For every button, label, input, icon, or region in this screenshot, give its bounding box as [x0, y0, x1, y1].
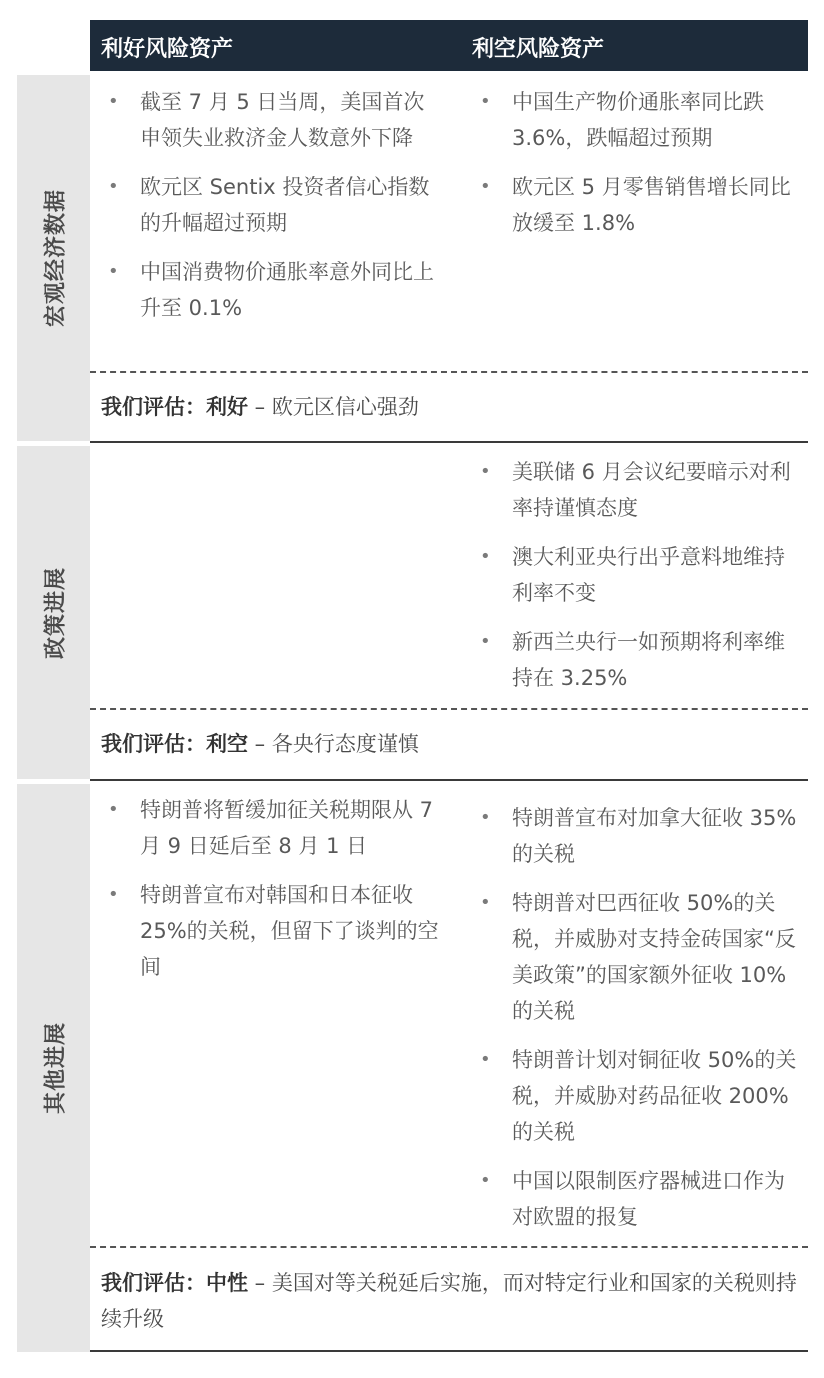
- assessment-policy: [101, 726, 801, 762]
- divider-dashed: [90, 371, 808, 373]
- list-item: • 中国以限制医疗器械进口作为对欧盟的报复: [474, 1163, 802, 1235]
- section-label-text: 宏观经济数据: [43, 188, 68, 328]
- list-item: • 欧元区 5 月零售销售增长同比放缓至 1.8%: [474, 169, 802, 241]
- section-label-macro: [17, 75, 90, 441]
- list-item: • 美联储 6 月会议纪要暗示对利率持谨慎态度: [474, 454, 802, 526]
- section-label-policy: [17, 446, 90, 779]
- negative-column: [474, 454, 802, 709]
- section-label-text: 政策进展: [43, 566, 68, 659]
- section-other-body: [90, 792, 808, 1242]
- divider-solid: [90, 441, 808, 443]
- negative-column: [474, 84, 802, 254]
- list-item: • 中国消费物价通胀率意外同比上升至 0.1%: [102, 254, 442, 326]
- section-macro-body: [90, 84, 808, 374]
- assessment-prefix: 我们评估：: [101, 395, 206, 419]
- section-label-other: [17, 784, 90, 1352]
- assessment-prefix: 我们评估：: [101, 732, 206, 756]
- list-item: • 截至 7 月 5 日当周，美国首次申领失业救济金人数意外下降: [102, 84, 442, 156]
- divider-solid: [90, 1350, 808, 1352]
- list-item: • 澳大利亚央行出乎意料地维持利率不变: [474, 539, 802, 611]
- section-policy-body: [90, 454, 808, 704]
- assessment-text: – 各央行态度谨慎: [248, 732, 419, 756]
- negative-column: [474, 800, 802, 1248]
- list-item: • 中国生产物价通胀率同比跌 3.6%，跌幅超过预期: [474, 84, 802, 156]
- assessment-verdict: 利好: [206, 395, 248, 419]
- list-item: • 欧元区 Sentix 投资者信心指数的升幅超过预期: [102, 169, 442, 241]
- assessment-macro: [101, 389, 801, 425]
- positive-column: [102, 792, 442, 998]
- assessment-verdict: 中性: [206, 1271, 248, 1295]
- divider-dashed: [90, 708, 808, 710]
- table-header: [90, 20, 808, 71]
- divider-dashed: [90, 1246, 808, 1248]
- list-item: • 特朗普宣布对加拿大征收 35%的关税: [474, 800, 802, 872]
- assessment-text: – 美国对等关税延后实施，而对特定行业和国家的关税则持续升级: [101, 1271, 797, 1331]
- divider-solid: [90, 779, 808, 781]
- positive-column: [102, 84, 442, 339]
- section-label-text: 其他进展: [43, 1021, 68, 1115]
- assessment-prefix: 我们评估：: [101, 1271, 206, 1295]
- assessment-text: – 欧元区信心强劲: [248, 395, 419, 419]
- header-positive: 利好风险资产: [101, 37, 234, 62]
- list-item: • 特朗普对巴西征收 50%的关税，并威胁对支持金砖国家“反美政策”的国家额外征收 10%的关税: [474, 885, 802, 1029]
- list-item: • 新西兰央行一如预期将利率维持在 3.25%: [474, 624, 802, 696]
- assessment-other: [101, 1265, 801, 1337]
- assessment-verdict: 利空: [206, 732, 248, 756]
- header-negative: 利空风险资产: [472, 37, 605, 62]
- list-item: • 特朗普宣布对韩国和日本征收 25%的关税，但留下了谈判的空间: [102, 877, 442, 985]
- list-item: • 特朗普计划对铜征收 50%的关税，并威胁对药品征收 200%的关税: [474, 1042, 802, 1150]
- list-item: • 特朗普将暂缓加征关税期限从 7 月 9 日延后至 8 月 1 日: [102, 792, 442, 864]
